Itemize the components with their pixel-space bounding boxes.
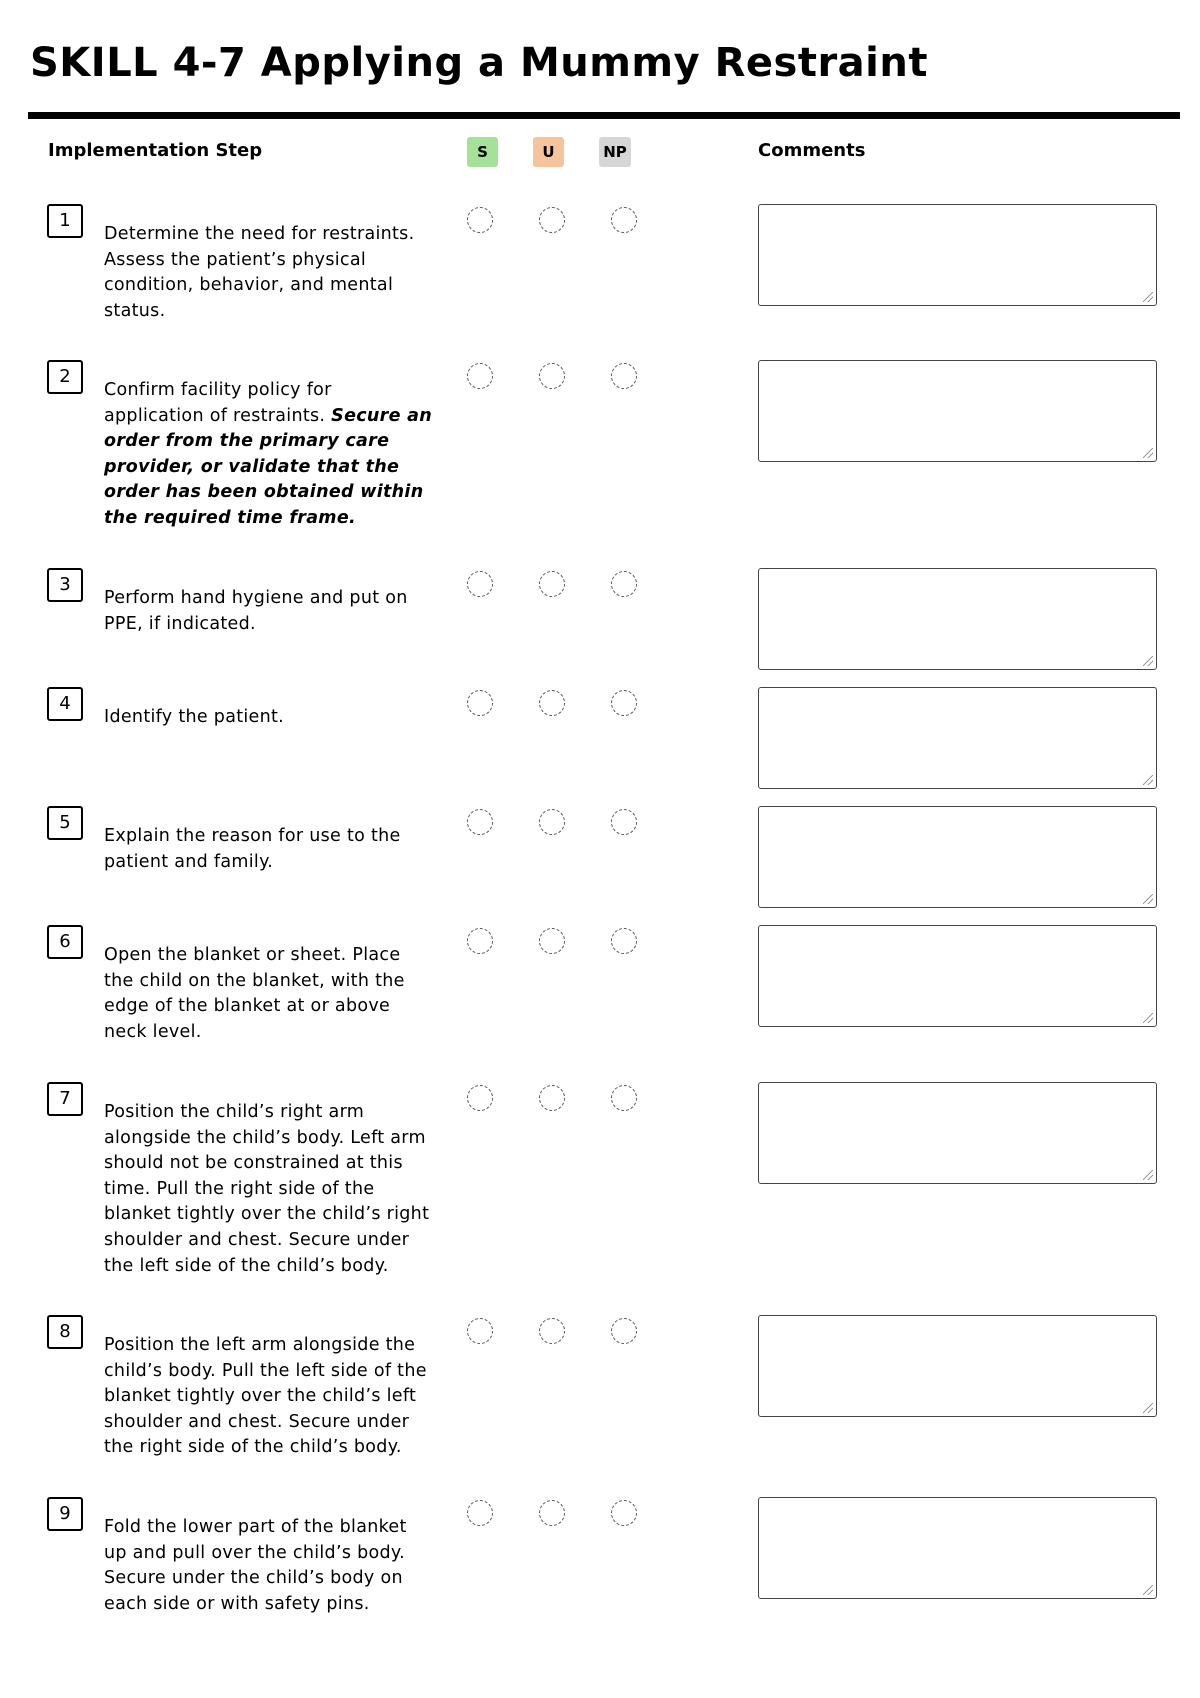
step-number: 6 (47, 925, 83, 959)
comment-field[interactable] (758, 806, 1157, 908)
rating-np-radio[interactable] (611, 690, 637, 716)
step-text-main: Fold the lower part of the blanket up and pull over the child’s body. Secure under the child’s body on each side or with safety pins. (104, 1517, 407, 1614)
comment-field[interactable] (758, 204, 1157, 306)
step-number: 3 (47, 568, 83, 602)
column-header-step: Implementation Step (48, 140, 263, 161)
resize-grip-icon[interactable] (1143, 292, 1153, 302)
step-text-emphasis: Secure an order from the primary care provider, or validate that the order has been obtained within the required time frame. (104, 405, 433, 528)
step-text-main: Confirm facility policy for application of restraints. (104, 380, 332, 426)
resize-grip-icon[interactable] (1143, 656, 1153, 666)
rating-s-radio[interactable] (467, 1085, 493, 1111)
resize-grip-icon[interactable] (1143, 775, 1153, 785)
rating-s-radio[interactable] (467, 690, 493, 716)
rating-s-radio[interactable] (467, 1500, 493, 1526)
rating-np-radio[interactable] (611, 928, 637, 954)
comment-field[interactable] (758, 687, 1157, 789)
resize-grip-icon[interactable] (1143, 1585, 1153, 1595)
rating-np-radio[interactable] (611, 1318, 637, 1344)
resize-grip-icon[interactable] (1143, 894, 1153, 904)
rating-np-radio[interactable] (611, 1500, 637, 1526)
step-text-main: Explain the reason for use to the patient and family. (104, 826, 401, 872)
step-text (104, 1333, 434, 1461)
rating-np-radio[interactable] (611, 809, 637, 835)
step-text-main: Perform hand hygiene and put on PPE, if indicated. (104, 588, 408, 634)
step-text (104, 222, 434, 324)
rating-u-radio[interactable] (539, 363, 565, 389)
step-text-main: Identify the patient. (104, 707, 285, 727)
comment-field[interactable] (758, 1315, 1157, 1417)
step-text (104, 943, 434, 1045)
rating-np-radio[interactable] (611, 571, 637, 597)
rating-u-radio[interactable] (539, 928, 565, 954)
step-text (104, 378, 434, 532)
comment-field[interactable] (758, 1497, 1157, 1599)
column-header-s: S (467, 137, 498, 167)
rating-np-radio[interactable] (611, 363, 637, 389)
step-text (104, 824, 434, 875)
page-title: SKILL 4-7 Applying a Mummy Restraint (30, 40, 928, 86)
rating-u-radio[interactable] (539, 1085, 565, 1111)
rating-s-radio[interactable] (467, 571, 493, 597)
rating-np-radio[interactable] (611, 1085, 637, 1111)
rating-u-radio[interactable] (539, 571, 565, 597)
step-text-main: Position the left arm alongside the child’s body. Pull the left side of the blanket tightly over the child’s left shoulder and chest. Secure under the right side of the child’s body. (104, 1335, 427, 1458)
step-number: 5 (47, 806, 83, 840)
column-header-np: NP (599, 137, 631, 167)
step-text-main: Determine the need for restraints. Assess the patient’s physical condition, behavior, and mental status. (104, 224, 415, 321)
step-text-main: Open the blanket or sheet. Place the child on the blanket, with the edge of the blanket at or above neck level. (104, 945, 405, 1042)
step-number: 2 (47, 360, 83, 394)
step-text-main: Position the child’s right arm alongside the child’s body. Left arm should not be constrained at this time. Pull the right side of the blanket tightly over the child’s right shoulder and chest. Secure under the left side of the child’s body. (104, 1102, 430, 1276)
step-number: 9 (47, 1497, 83, 1531)
rating-u-radio[interactable] (539, 1318, 565, 1344)
rating-s-radio[interactable] (467, 207, 493, 233)
column-header-comments: Comments (758, 140, 866, 161)
rating-s-radio[interactable] (467, 1318, 493, 1344)
resize-grip-icon[interactable] (1143, 1403, 1153, 1413)
comment-field[interactable] (758, 925, 1157, 1027)
rating-s-radio[interactable] (467, 363, 493, 389)
rating-u-radio[interactable] (539, 809, 565, 835)
comment-field[interactable] (758, 1082, 1157, 1184)
resize-grip-icon[interactable] (1143, 1170, 1153, 1180)
rating-np-radio[interactable] (611, 207, 637, 233)
step-number: 7 (47, 1082, 83, 1116)
step-text (104, 1100, 434, 1279)
step-number: 4 (47, 687, 83, 721)
title-divider (28, 112, 1180, 119)
step-text (104, 1515, 434, 1617)
rating-u-radio[interactable] (539, 690, 565, 716)
step-text (104, 705, 434, 731)
comment-field[interactable] (758, 568, 1157, 670)
step-text (104, 586, 434, 637)
comment-field[interactable] (758, 360, 1157, 462)
step-number: 1 (47, 204, 83, 238)
resize-grip-icon[interactable] (1143, 1013, 1153, 1023)
resize-grip-icon[interactable] (1143, 448, 1153, 458)
rating-u-radio[interactable] (539, 207, 565, 233)
column-header-u: U (533, 137, 564, 167)
rating-u-radio[interactable] (539, 1500, 565, 1526)
rating-s-radio[interactable] (467, 928, 493, 954)
step-number: 8 (47, 1315, 83, 1349)
rating-s-radio[interactable] (467, 809, 493, 835)
